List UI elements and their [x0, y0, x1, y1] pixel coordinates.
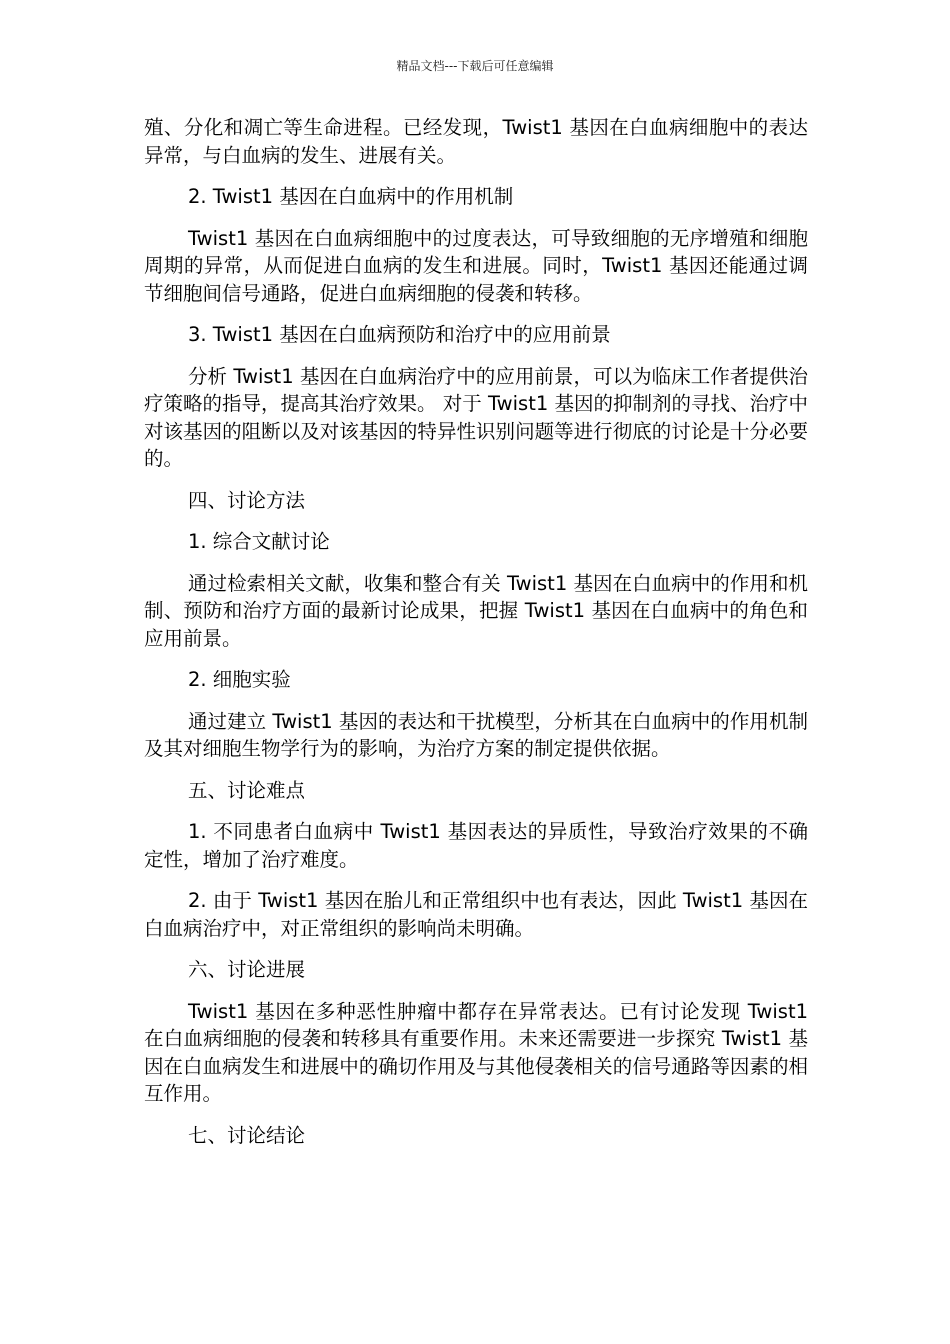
page-header: 精品文档---下载后可任意编辑	[396, 59, 554, 73]
paragraph-literature: 通过检索相关文献，收集和整合有关 Twist1 基因在白血病中的作用和机制、预防和治疗方面的最新讨论成果，把握 Twist1 基因在白血病中的角色和应用前景。	[144, 571, 808, 650]
subheading-mechanism: 2. Twist1 基因在白血病中的作用机制	[188, 185, 514, 208]
paragraph-application: 分析 Twist1 基因在白血病治疗中的应用前景，可以为临床工作者提供治疗策略的指导，提高其治疗效果。 对于 Twist1 基因的抑制剂的寻找、治疗中对该基因的阻断以及对该基因的特异性识别问题等进行彻底的讨论是十分必要的。	[144, 364, 808, 470]
subheading-cell-experiment: 2. 细胞实验	[188, 668, 291, 691]
paragraph-mechanism: Twist1 基因在白血病细胞中的过度表达，可导致细胞的无序增殖和细胞周期的异常，从而促进白血病的发生和进展。同时，Twist1 基因还能通过调节细胞间信号通路，促进白血病细胞的侵袭和转移。	[144, 226, 808, 305]
section-heading-conclusion: 七、讨论结论	[188, 1123, 306, 1147]
paragraph-progress: Twist1 基因在多种恶性肿瘤中都存在异常表达。已有讨论发现 Twist1 在白血病细胞的侵袭和转移具有重要作用。未来还需要进一步探究 Twist1 基因在白血病发生和进展中的确切作用及与其他侵袭相关的信号通路等因素的相互作用。	[144, 999, 808, 1105]
section-heading-progress: 六、讨论进展	[188, 958, 306, 981]
subheading-application: 3. Twist1 基因在白血病预防和治疗中的应用前景	[188, 323, 611, 346]
document-body	[144, 114, 808, 1149]
subheading-literature: 1. 综合文献讨论	[188, 530, 330, 553]
paragraph-continuation: 殖、分化和凋亡等生命进程。已经发现，Twist1 基因在白血病细胞中的表达异常，与白血病的发生、进展有关。	[144, 116, 808, 167]
section-heading-difficulties: 五、讨论难点	[188, 778, 306, 802]
paragraph-difficulty-2: 2. 由于 Twist1 基因在胎儿和正常组织中也有表达，因此 Twist1 基因在白血病治疗中，对正常组织的影响尚未明确。	[144, 889, 808, 940]
paragraph-difficulty-1: 1. 不同患者白血病中 Twist1 基因表达的异质性，导致治疗效果的不确定性，增加了治疗难度。	[144, 820, 808, 871]
paragraph-cell-experiment: 通过建立 Twist1 基因的表达和干扰模型，分析其在白血病中的作用机制及其对细胞生物学行为的影响，为治疗方案的制定提供依据。	[144, 709, 808, 760]
section-heading-methods: 四、讨论方法	[188, 488, 306, 512]
